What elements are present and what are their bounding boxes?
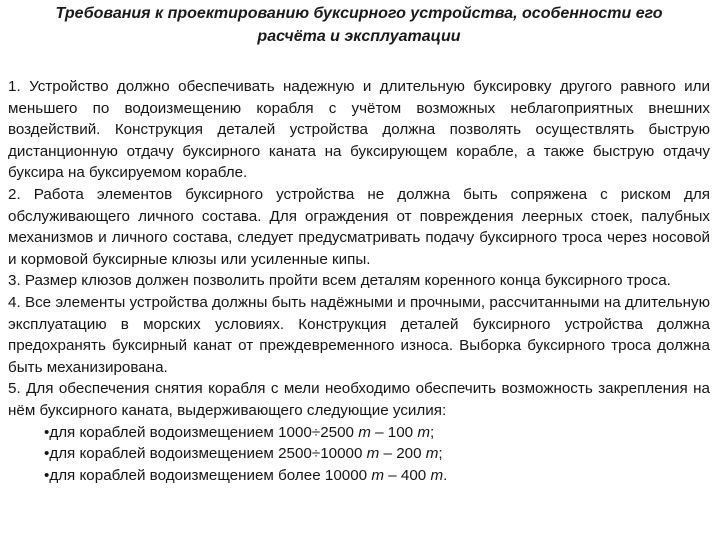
slide-body (8, 76, 710, 486)
force-item-value: – 400 (383, 466, 431, 484)
force-item-over-10000 (8, 465, 710, 487)
requirement-2: 2. Работа элементов буксирного устройства не должна быть сопряжена с риском для обслуживающего личного состава. Для ограждения от повреждения леерных стоек, палубных механизмов и личного состава, следует предусматривать подачу буксирного троса через носовой и кормовой буксирные клюзы или усиленные кипы. (8, 185, 710, 268)
unit-label: т (430, 466, 444, 484)
requirement-1: 1. Устройство должно обеспечивать надежную и длительную буксировку другого равного или меньшего по водоизмещению корабля с учётом возможных неблагоприятных внешних воздействий. Конструкция деталей устройства должна позволять осуществлять быструю дистанционную отдачу буксирного каната на буксирующем корабле, а также быструю отдачу буксира на буксируемом корабле. (8, 78, 710, 182)
force-item-1000-2500 (8, 422, 710, 444)
unit-label: т (358, 423, 371, 441)
unit-label: т (366, 445, 380, 463)
force-item-text: для кораблей водоизмещением более 10000 (49, 466, 372, 484)
unit-label: т (371, 466, 384, 484)
force-item-2500-10000 (8, 443, 710, 465)
bullet-mark: • (44, 445, 50, 463)
unit-label: т (417, 423, 430, 441)
bullet-mark: • (44, 466, 50, 484)
unit-label: т (425, 445, 439, 463)
bullet-mark: • (44, 423, 50, 441)
requirement-5: 5. Для обеспечения снятия корабля с мели необходимо обеспечить возможность закрепления на нём буксирного каната, выдерживающего следующие усилия: (8, 380, 710, 419)
force-item-end: ; (429, 423, 435, 441)
force-item-text: для кораблей водоизмещением 2500÷10000 (49, 445, 367, 463)
force-item-end: . (443, 466, 448, 484)
requirement-3: 3. Размер клюзов должен позволить пройти всем деталям коренного конца буксирного троса. (8, 272, 671, 290)
force-item-value: – 200 (379, 445, 426, 463)
force-list (8, 422, 710, 487)
force-item-text: для кораблей водоизмещением 1000÷2500 (49, 423, 359, 441)
requirement-4: 4. Все элементы устройства должны быть надёжными и прочными, рассчитанными на длительную эксплуатацию в морских условиях. Конструкция деталей буксирного устройства должна предохранять буксирный канат от преждевременного износа. Выборка буксирного троса должна быть механизирована. (8, 293, 710, 376)
slide-title: Требования к проектированию буксирного устройства, особенности его расчёта и эксплуатации (55, 5, 663, 45)
force-item-end: ; (438, 445, 443, 463)
force-item-value: – 100 (370, 423, 418, 441)
